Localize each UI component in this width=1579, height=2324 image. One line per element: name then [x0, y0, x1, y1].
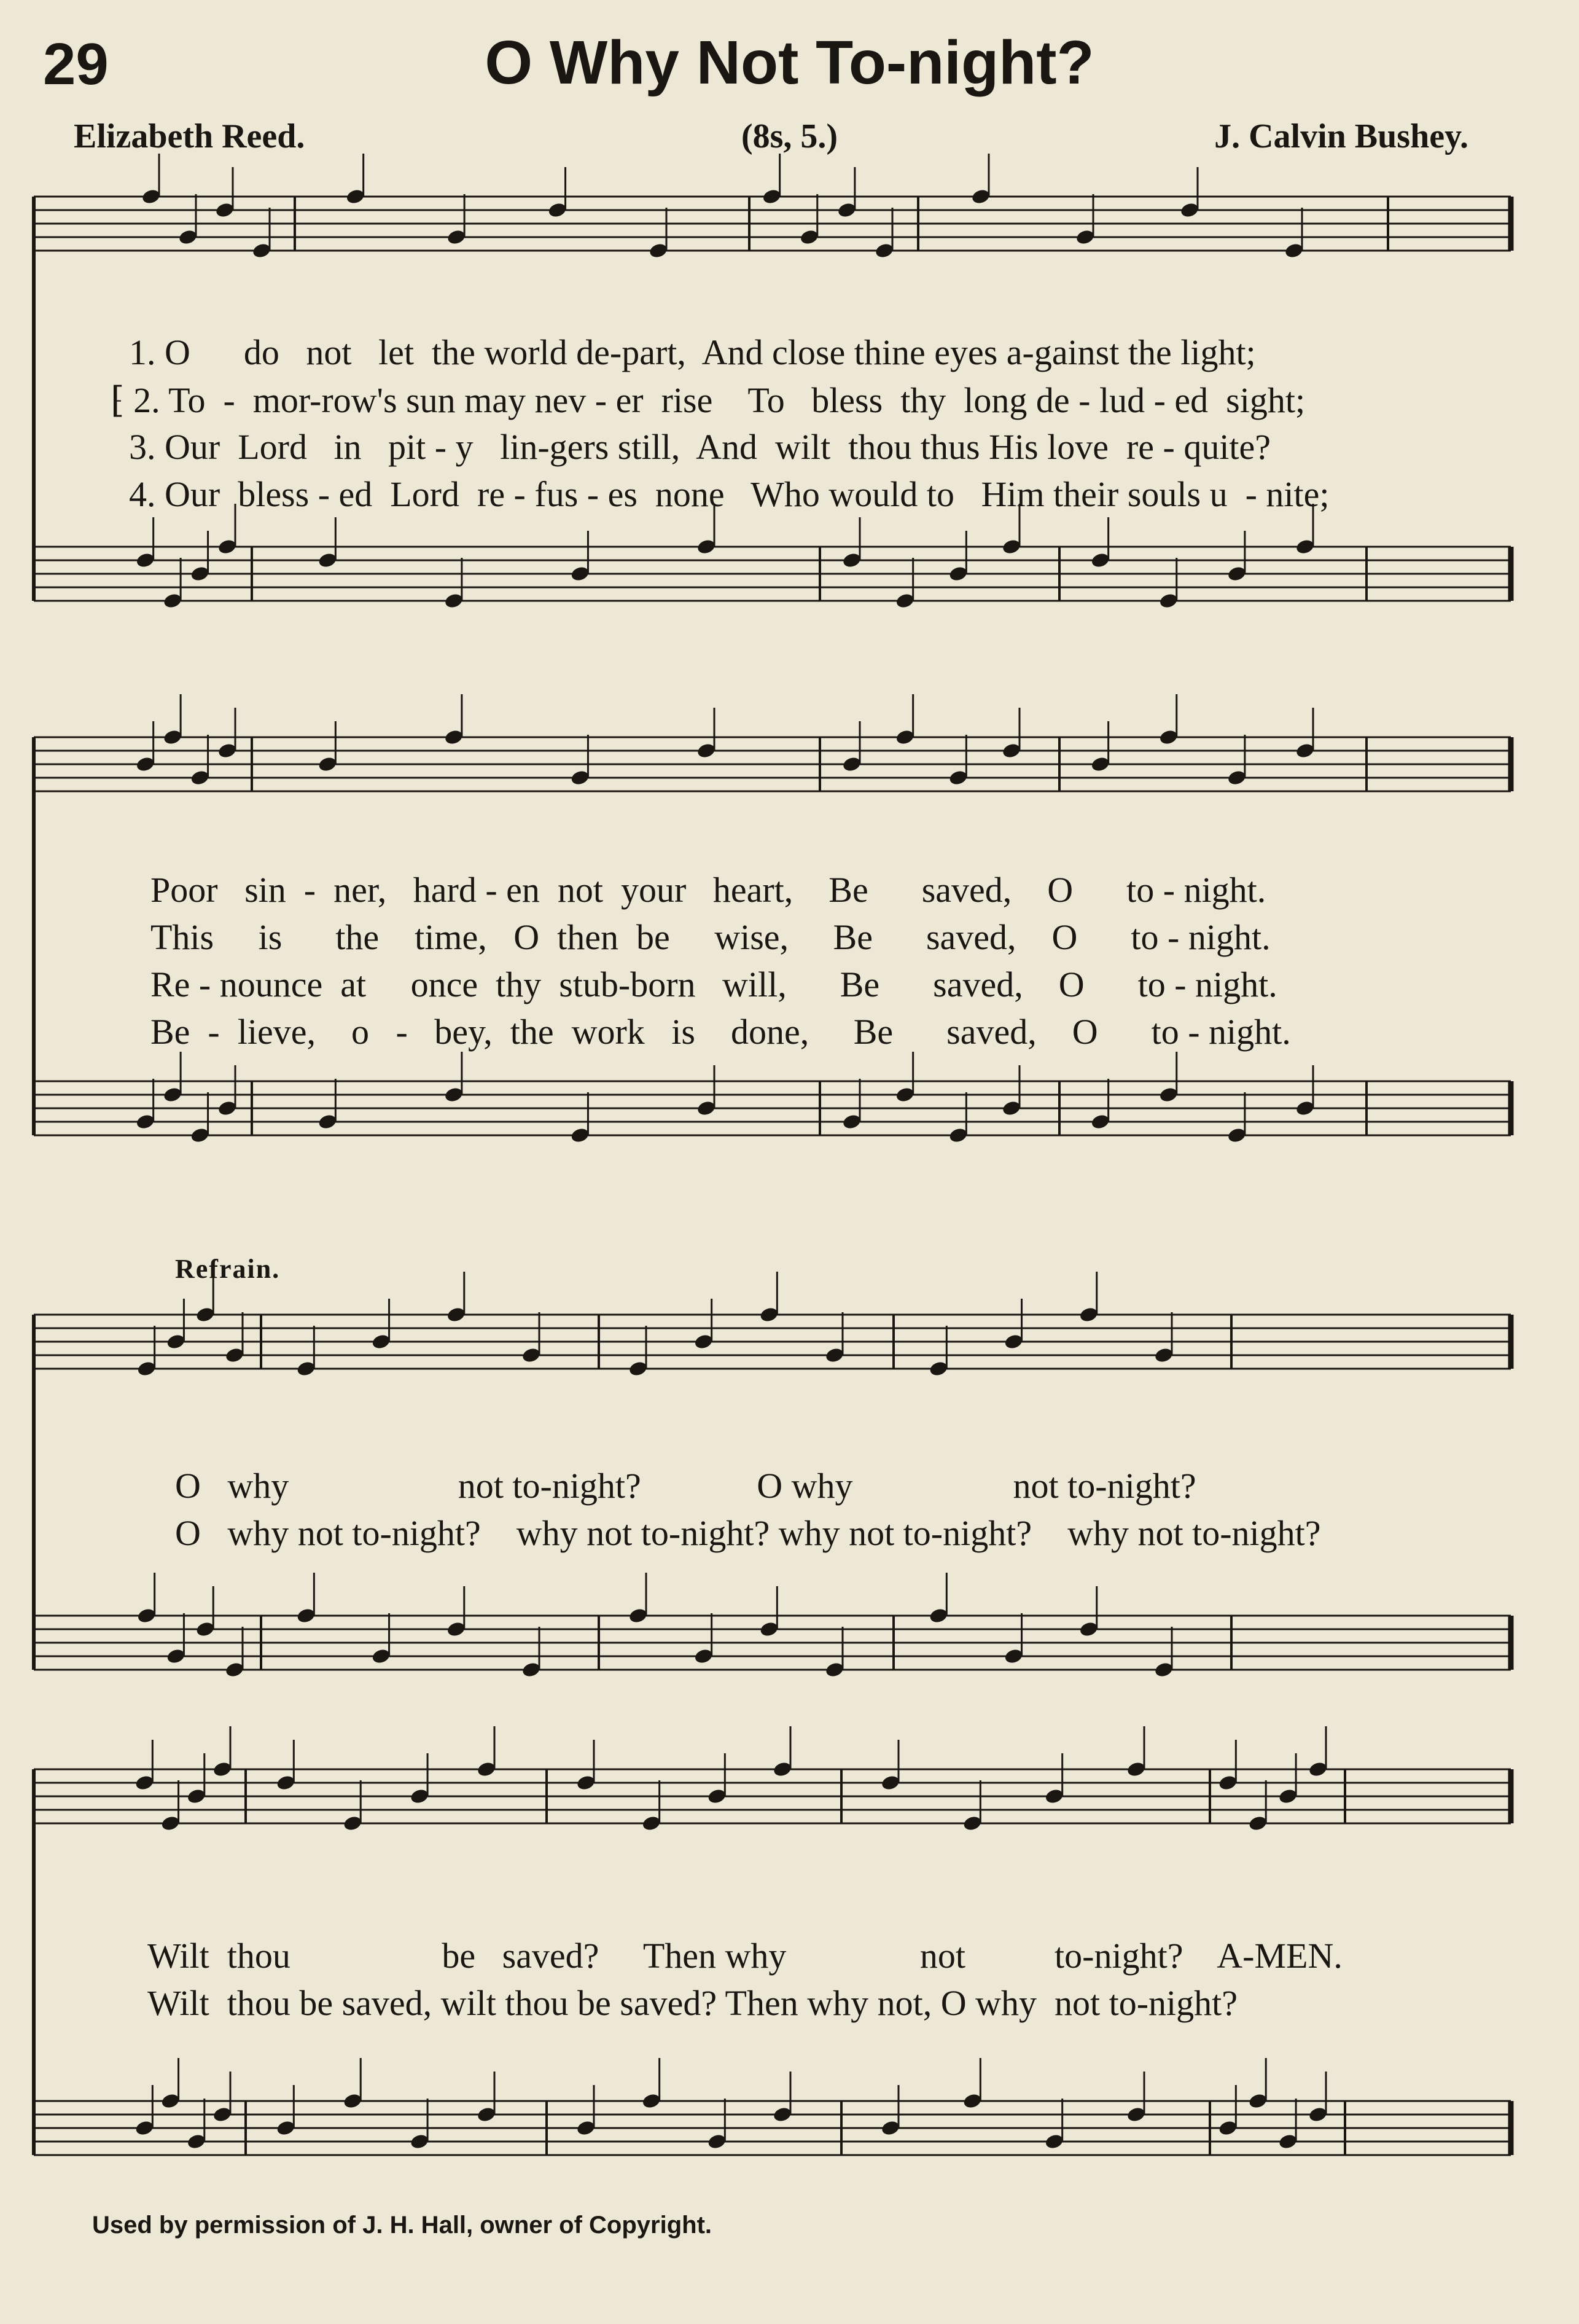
verse-3-line-1: 3. Our Lord in pit - y lin-gers still, And wilt thou thus His love re - quite?: [129, 427, 1271, 467]
verse-1-line-1: 1. O do not let the world de-part, And close thine eyes a-gainst the light;: [129, 332, 1256, 372]
hymn-number: 29: [43, 31, 109, 97]
hymn-title: O Why Not To-night?: [485, 28, 1094, 97]
meter: (8s, 5.): [741, 117, 838, 155]
verse-2-line-2: This is the time, O then be wise, Be saved, O to - night.: [150, 917, 1271, 957]
verse-3-line-2: Re - nounce at once thy stub-born will, Be saved, O to - night.: [150, 964, 1277, 1004]
copyright-notice: Used by permission of J. H. Hall, owner of Copyright.: [92, 2212, 712, 2239]
refrain-line-3: Wilt thou be saved? Then why not to-night? A-MEN.: [147, 1936, 1343, 1976]
verse-1-line-2: Poor sin - ner, hard - en not your heart, Be saved, O to - night.: [150, 870, 1266, 910]
refrain-line-1: O why not to-night? O why not to-night?: [175, 1466, 1196, 1506]
refrain-label: Refrain.: [175, 1254, 281, 1284]
verse-4-line-1: 4. Our bless - ed Lord re - fus - es none Who would to Him their souls u - nite;: [129, 474, 1330, 514]
verse-4-line-2: Be - lieve, o - bey, the work is done, Be saved, O to - night.: [150, 1012, 1291, 1052]
composer-name: J. Calvin Bushey.: [1214, 117, 1468, 155]
author-name: Elizabeth Reed.: [74, 117, 305, 155]
refrain-line-2: O why not to-night? why not to-night? why not to-night? why not to-night?: [175, 1513, 1321, 1553]
verse-2-line-1: ⁅ 2. To - mor-row's sun may nev - er rise To bless thy long de - lud - ed sight;: [111, 380, 1306, 420]
refrain-line-4: Wilt thou be saved, wilt thou be saved? Then why not, O why not to-night?: [147, 1983, 1238, 2023]
